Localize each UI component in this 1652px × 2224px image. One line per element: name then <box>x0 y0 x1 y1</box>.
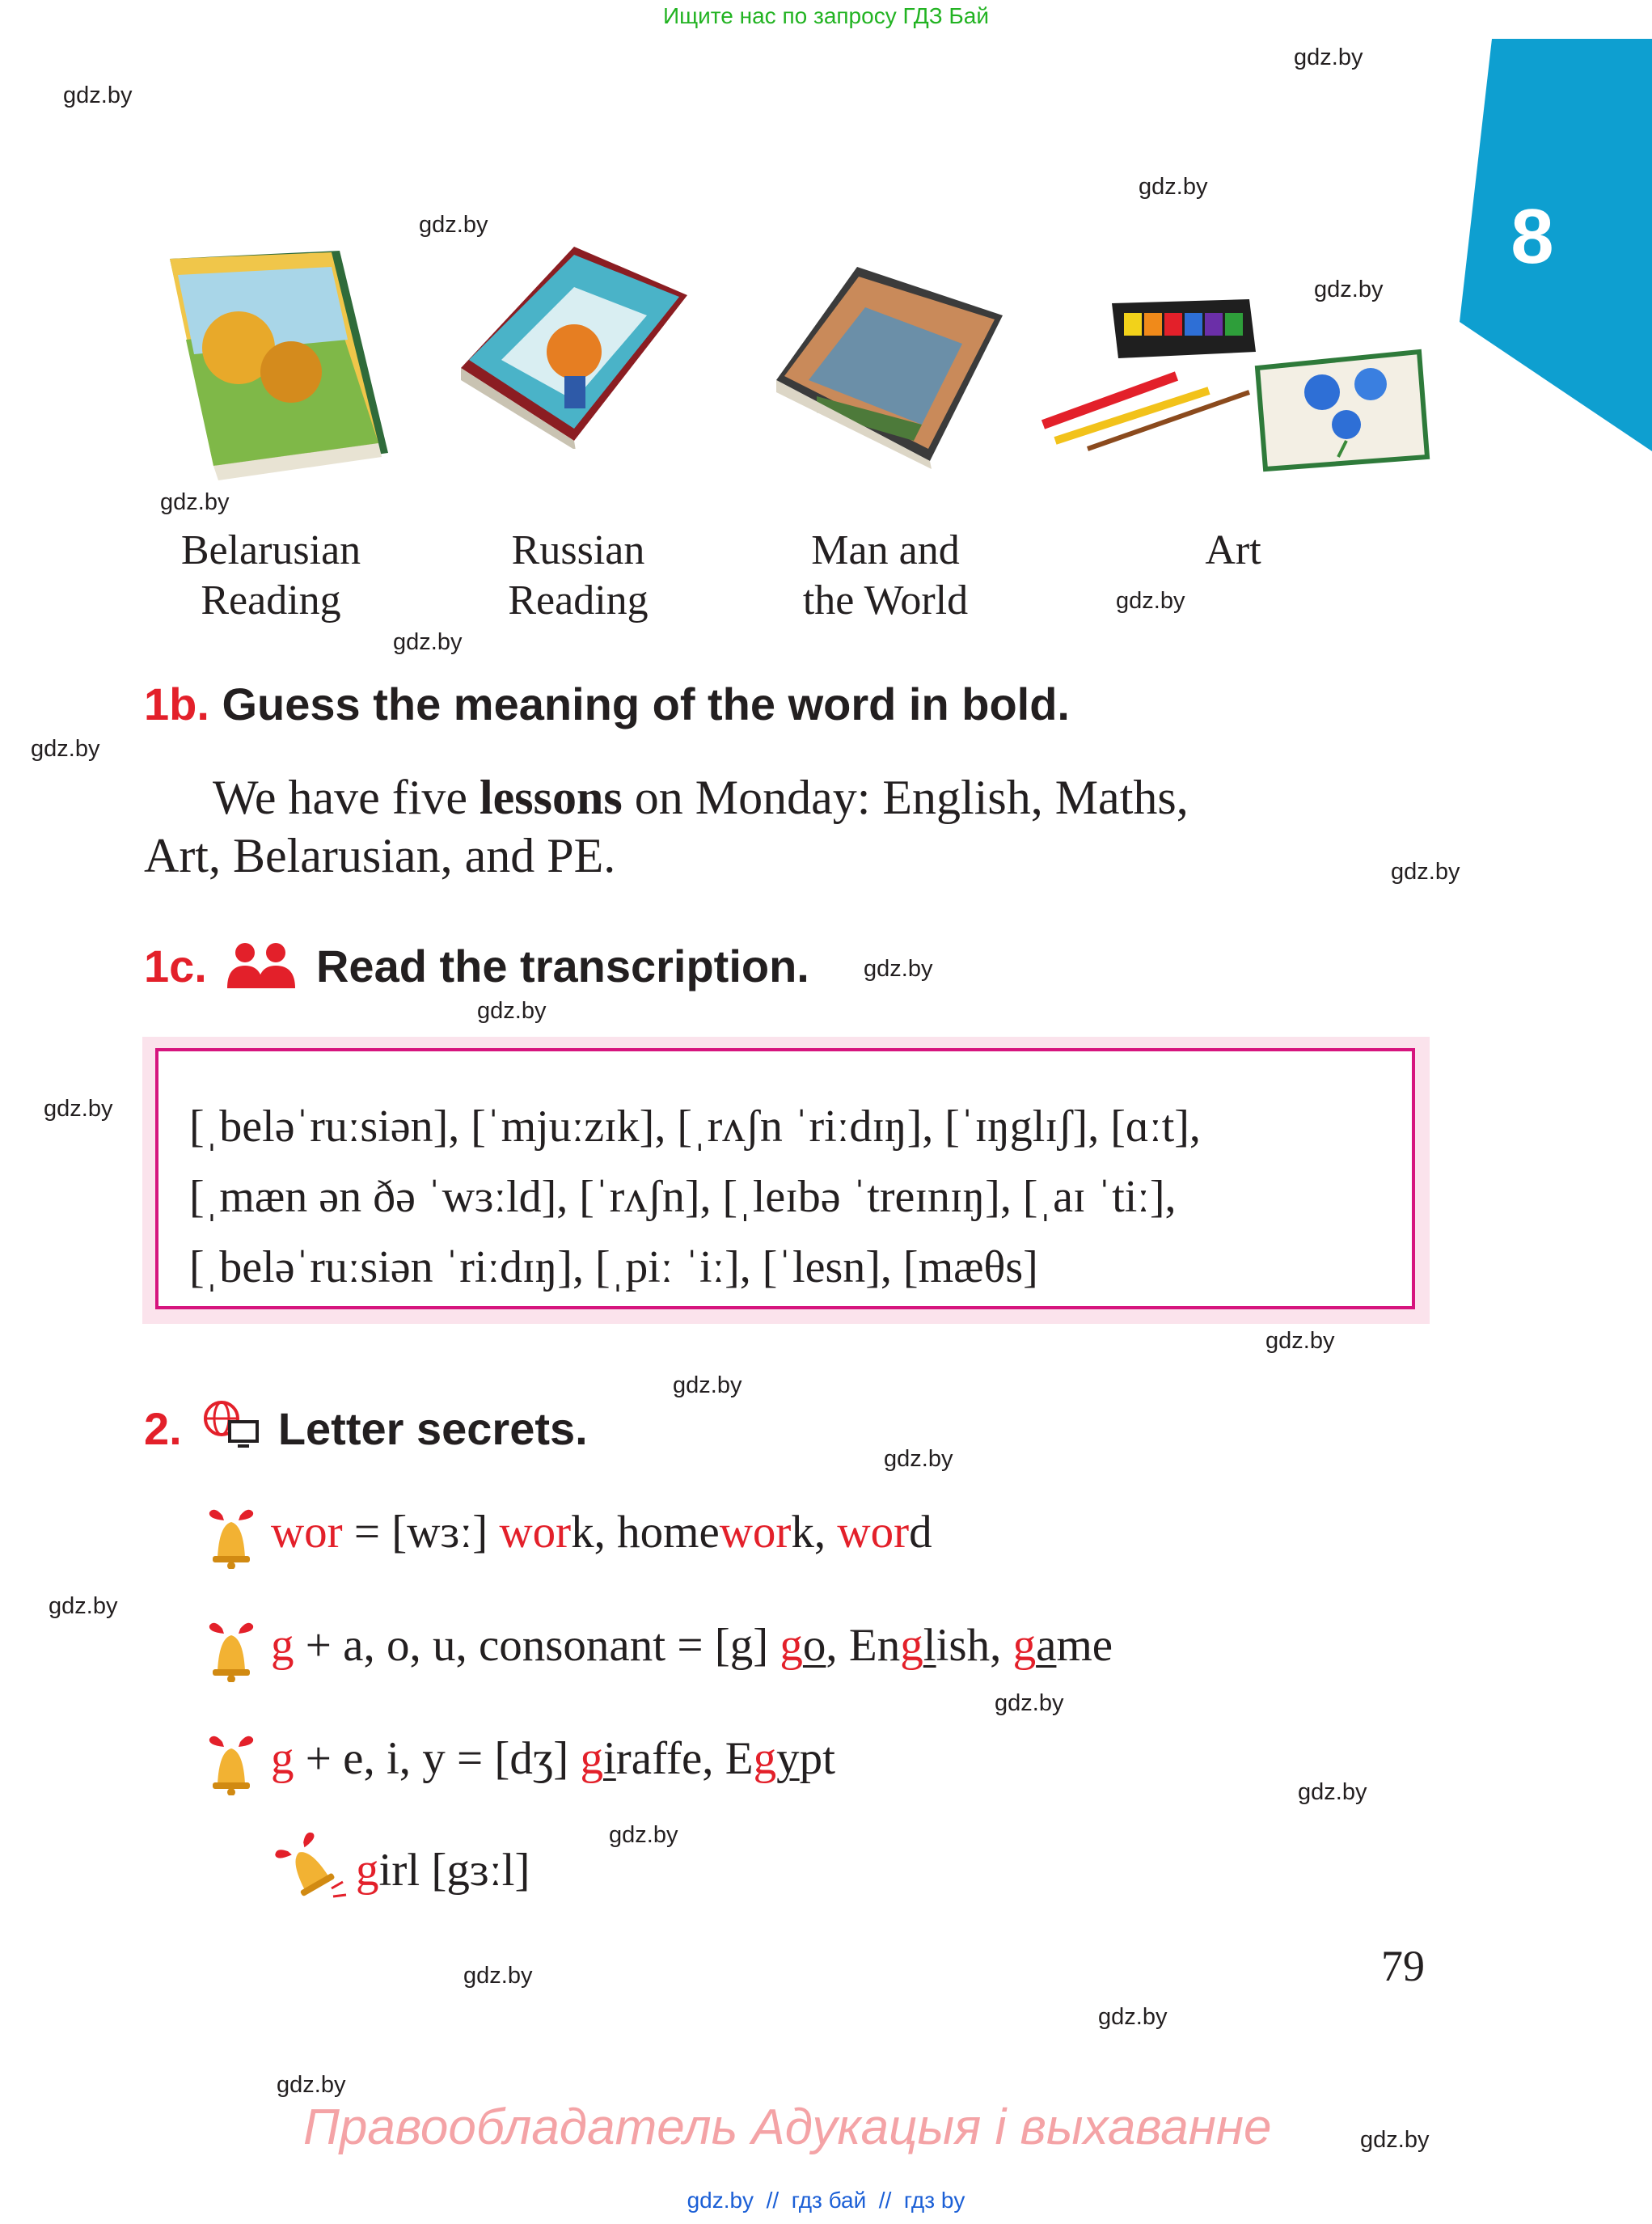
subject-label-line1: Russian <box>511 527 645 573</box>
example-text: me <box>1056 1620 1113 1671</box>
top-notice: Ищите нас по запросу ГДЗ Бай <box>662 3 990 28</box>
exercise-1b-sentence <box>144 768 1438 885</box>
exercise-title: Read the transcription. <box>315 941 809 991</box>
rule-sound: + a, o, u, consonant = [g] <box>294 1620 780 1671</box>
exercise-number: 2. <box>144 1402 182 1454</box>
highlight: g <box>753 1733 777 1784</box>
watermark: gdz.by <box>463 1963 533 1989</box>
subject-label-line2: the World <box>802 577 969 624</box>
letter-rule-wor <box>271 1506 932 1558</box>
rule-sound: + e, i, y = [dʒ] <box>294 1733 581 1784</box>
subject-label-line2: Reading <box>508 577 649 624</box>
internet-computer-icon <box>202 1399 260 1451</box>
transcription-box <box>155 1048 1415 1309</box>
watermark: gdz.by <box>1391 859 1460 885</box>
subject-label-line1: Art <box>1205 527 1261 573</box>
watermark: gdz.by <box>63 82 133 108</box>
book-russian-reading-icon <box>453 239 695 453</box>
highlight: g <box>356 1845 379 1896</box>
pair-work-icon <box>226 941 297 988</box>
watermark: gdz.by <box>277 2072 346 2098</box>
underlined-letter: y <box>776 1733 800 1784</box>
chapter-tab <box>1460 39 1652 451</box>
example-text: ish, <box>936 1620 1013 1671</box>
watermark: gdz.by <box>673 1372 742 1398</box>
watermark: gdz.by <box>44 1096 113 1122</box>
watermark: gdz.by <box>864 956 933 982</box>
watermark: gdz.by <box>1139 174 1208 200</box>
highlight: wor <box>719 1507 792 1558</box>
book-belarusian-reading-icon <box>162 251 396 489</box>
rule-pattern: g <box>271 1620 294 1671</box>
book-man-and-world-icon <box>768 259 1011 473</box>
subject-label-line1: Belarusian <box>180 527 361 573</box>
exercise-2-heading <box>144 1399 588 1465</box>
page-number: 79 <box>1381 1942 1425 1990</box>
watermark: gdz.by <box>160 489 230 515</box>
watermark: gdz.by <box>1298 1779 1367 1805</box>
subject-label <box>748 526 1023 626</box>
exercise-1c-heading <box>144 940 809 998</box>
underlined-letter: o <box>802 1620 826 1671</box>
example-text: k, <box>791 1507 838 1558</box>
watermark: gdz.by <box>419 212 488 238</box>
art-supplies-icon <box>1039 295 1435 485</box>
transcription-line: [ˌbeləˈruːsiən ˈriːdɪŋ], [ˌpiː ˈiː], [ˈlesn], [mæθs] <box>189 1242 1038 1292</box>
rule-pattern: wor <box>271 1507 343 1558</box>
example-text: pt <box>799 1733 835 1784</box>
sentence-line2: Art, Belarusian, and PE. <box>144 829 616 882</box>
rule-sound: = [wɜː] <box>342 1507 500 1558</box>
watermark: gdz.by <box>1116 588 1185 614</box>
highlight: g <box>1012 1620 1037 1671</box>
watermark: gdz.by <box>884 1446 953 1472</box>
example-text: irl [gɜːl] <box>378 1845 530 1896</box>
transcription-line: [ˌmæn ən ðə ˈwɜːld], [ˈrʌʃn], [ˌleɪbə ˈtreɪnɪŋ], [ˌaɪ ˈtiː], <box>189 1172 1177 1222</box>
exercise-number: 1b. <box>144 679 209 729</box>
watermark: gdz.by <box>1098 2004 1168 2030</box>
example-text: k, home <box>571 1507 720 1558</box>
subject-label <box>1096 526 1371 576</box>
watermark: gdz.by <box>393 629 463 655</box>
subject-label <box>441 526 716 626</box>
exercise-1b-heading <box>144 678 1070 730</box>
copyright-notice: Правообладатель Адукацыя і выхаванне <box>303 2099 1272 2155</box>
watermark: gdz.by <box>477 998 547 1024</box>
subject-label-line1: Man and <box>811 527 960 573</box>
watermark: gdz.by <box>609 1822 678 1848</box>
watermark: gdz.by <box>1294 44 1363 70</box>
bell-icon <box>206 1731 256 1795</box>
exercise-number: 1c. <box>144 941 207 991</box>
watermark: gdz.by <box>1265 1328 1335 1354</box>
example-text: d <box>909 1507 932 1558</box>
footer-links[interactable]: gdz.by // гдз бай // гдз by <box>687 2188 965 2213</box>
subject-label <box>133 526 408 626</box>
highlight: g <box>900 1620 923 1671</box>
letter-rule-exception <box>356 1844 530 1896</box>
sentence-text: We have five <box>213 771 480 824</box>
watermark: gdz.by <box>1360 2127 1430 2153</box>
letter-rule-g-soft <box>271 1732 835 1785</box>
transcription-lines <box>189 1092 1201 1303</box>
rule-pattern: g <box>271 1733 294 1784</box>
underlined-letter: a <box>1036 1620 1057 1671</box>
letter-rule-g-hard <box>271 1619 1113 1672</box>
highlight: g <box>580 1733 603 1784</box>
transcription-line: [ˌbeləˈruːsiən], [ˈmjuːzɪk], [ˌrʌʃn ˈriːdɪŋ], [ˈɪŋglɪʃ], [ɑːt], <box>189 1101 1201 1152</box>
bell-icon <box>206 1617 256 1682</box>
example-text: raffe, E <box>615 1733 754 1784</box>
bell-icon <box>206 1504 256 1569</box>
watermark: gdz.by <box>31 736 100 762</box>
transcription-box-outer <box>142 1037 1430 1324</box>
bold-word: lessons <box>480 771 623 824</box>
watermark: gdz.by <box>1314 277 1384 302</box>
watermark: gdz.by <box>49 1593 118 1619</box>
example-text: , En <box>826 1620 901 1671</box>
highlight: wor <box>837 1507 910 1558</box>
exercise-title: Guess the meaning of the word in bold. <box>222 679 1070 729</box>
highlight: wor <box>499 1507 572 1558</box>
sentence-text: on Monday: English, Maths, <box>622 771 1189 824</box>
watermark: gdz.by <box>995 1690 1064 1716</box>
ringing-bell-icon <box>268 1832 349 1905</box>
chapter-number: 8 <box>1510 193 1554 280</box>
underlined-letter: i <box>602 1733 616 1784</box>
subject-label-line2: Reading <box>201 577 341 624</box>
exercise-title: Letter secrets. <box>277 1402 588 1454</box>
underlined-letter: l <box>923 1620 936 1671</box>
highlight: g <box>780 1620 803 1671</box>
